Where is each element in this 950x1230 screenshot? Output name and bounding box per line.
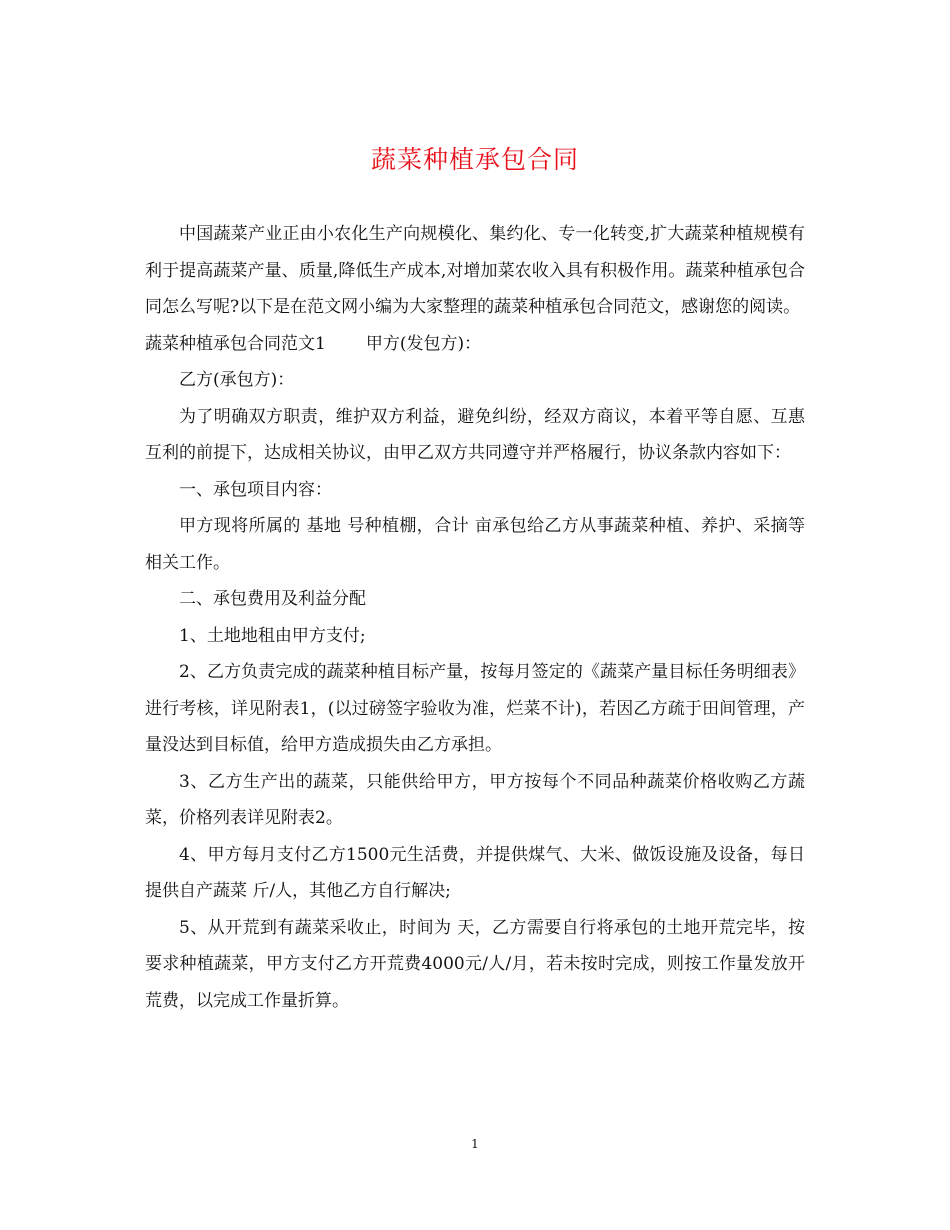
section1-body: 甲方现将所属的 基地 号种植棚，合计 亩承包给乙方从事蔬菜种植、养护、采摘等相关工作。 — [145, 516, 805, 573]
document-body — [145, 216, 805, 1019]
section2-heading: 二、承包费用及利益分配 — [179, 589, 366, 609]
sample-heading-line — [145, 326, 805, 363]
clause-item-2: 2、乙方负责完成的蔬菜种植目标产量，按每月签定的《蔬菜产量目标任务明细表》进行考核，详见附表1，(以过磅签字验收为准，烂菜不计)，若因乙方疏于田间管理，产量没达到目标值，给甲方造成损失由乙方承担。 — [145, 662, 805, 755]
document-title: 蔬菜种植承包合同 — [370, 145, 579, 174]
preamble-paragraph: 为了明确双方职责，维护双方利益，避免纠纷，经双方商议，本着平等自愿、互惠互利的前提下，达成相关协议，由甲乙双方共同遵守并严格履行，协议条款内容如下： — [145, 406, 805, 463]
party-a-label: 甲方(发包方)： — [365, 333, 482, 354]
clause-item-4: 4、甲方每月支付乙方1500元生活费，并提供煤气、大米、做饭设施及设备，每日提供自产蔬菜 斤/人，其他乙方自行解决; — [145, 844, 805, 901]
intro-paragraph: 中国蔬菜产业正由小农化生产向规模化、集约化、专一化转变,扩大蔬菜种植规模有利于提高蔬菜产量、质量,降低生产成本,对增加菜农收入具有积极作用。蔬菜种植承包合同怎么写呢?以下是在范文网小编为大家整理的蔬菜种植承包合同范文，感谢您的阅读。 — [145, 224, 805, 317]
page-number: 1 — [471, 1137, 479, 1151]
clause-item-5: 5、从开荒到有蔬菜采收止，时间为 天，乙方需要自行将承包的土地开荒完毕，按要求种植蔬菜，甲方支付乙方开荒费4000元/人/月，若未按时完成，则按工作量发放开荒费，以完成工作量折算。 — [145, 917, 805, 1011]
section1-heading: 一、承包项目内容： — [179, 479, 332, 500]
sample-heading: 蔬菜种植承包合同范文1 — [145, 333, 326, 354]
clause-item-3: 3、乙方生产出的蔬菜，只能供给甲方，甲方按每个不同品种蔬菜价格收购乙方蔬菜，价格列表详见附表2。 — [145, 771, 805, 828]
clause-item-1: 1、土地地租由甲方支付; — [179, 625, 366, 646]
party-b-label: 乙方(承包方)： — [179, 370, 295, 390]
